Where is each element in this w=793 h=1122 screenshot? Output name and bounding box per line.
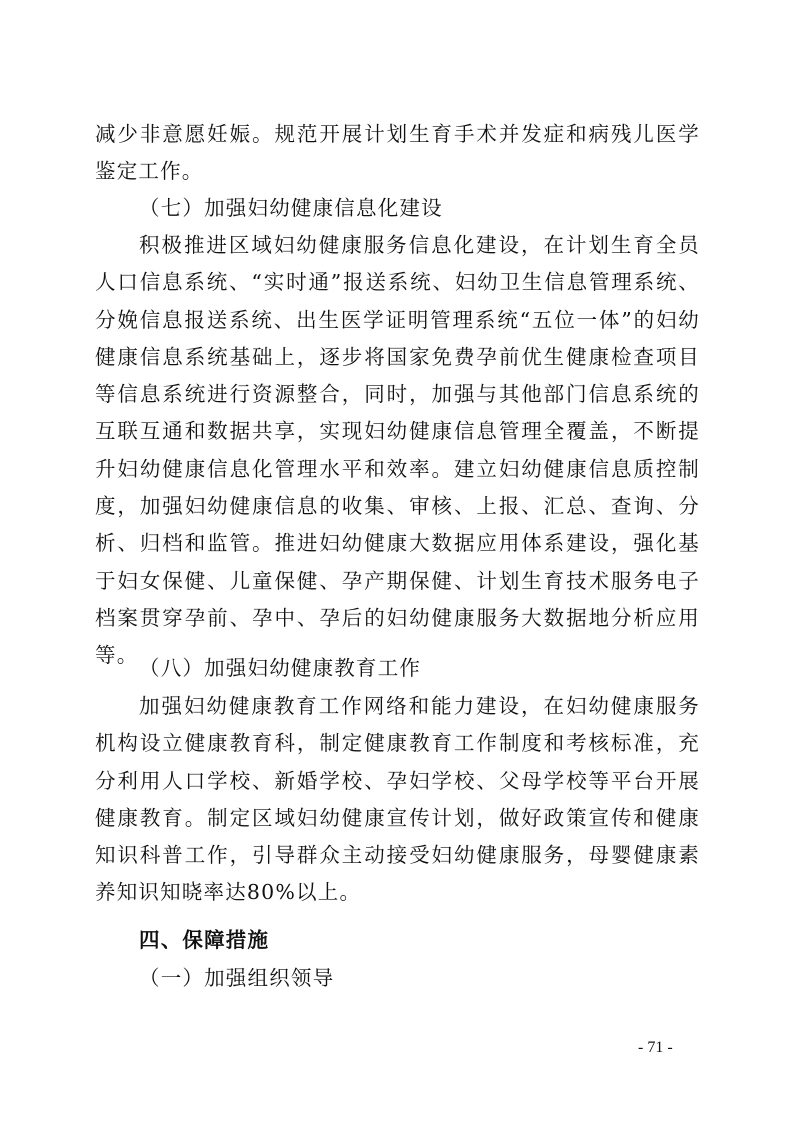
paragraph-continuation: 减少非意愿妊娠。规范开展计划生育手术并发症和病残儿医学鉴定工作。: [95, 122, 700, 184]
paragraph-8: 加强妇幼健康教育工作网络和能力建设，在妇幼健康服务机构设立健康教育科，制定健康教育工作制度和考核标准，充分利用人口学校、新婚学校、孕妇学校、父母学校等平台开展健康教育。制定区域妇幼健康宣传计划，做好政策宣传和健康知识科普工作，引导群众主动接受妇幼健康服务，母婴健康素养知识知晓率达80%以上。: [95, 694, 700, 905]
section-heading-4: 四、保障措施: [139, 928, 270, 952]
heading-8: （八）加强妇幼健康教育工作: [139, 656, 422, 680]
heading-7: （七）加强妇幼健康信息化建设: [139, 196, 443, 220]
heading-4-1: （一）加强组织领导: [139, 966, 335, 990]
paragraph-7: 积极推进区域妇幼健康服务信息化建设，在计划生育全员人口信息系统、“实时通”报送系统、妇幼卫生信息管理系统、分娩信息报送系统、出生医学证明管理系统“五位一体”的妇幼健康信息系统基础上，逐步将国家免费孕前优生健康检查项目等信息系统进行资源整合，同时，加强与其他部门信息系统的互联互通和数据共享，实现妇幼健康信息管理全覆盖，不断提升妇幼健康信息化管理水平和效率。建立妇幼健康信息质控制度，加强妇幼健康信息的收集、审核、上报、汇总、查询、分析、归档和监管。推进妇幼健康大数据应用体系建设，强化基于妇女保健、儿童保健、孕产期保健、计划生育技术服务电子档案贯穿孕前、孕中、孕后的妇幼健康服务大数据地分析应用等。: [95, 233, 700, 668]
page-number: - 71 -: [638, 1039, 673, 1056]
